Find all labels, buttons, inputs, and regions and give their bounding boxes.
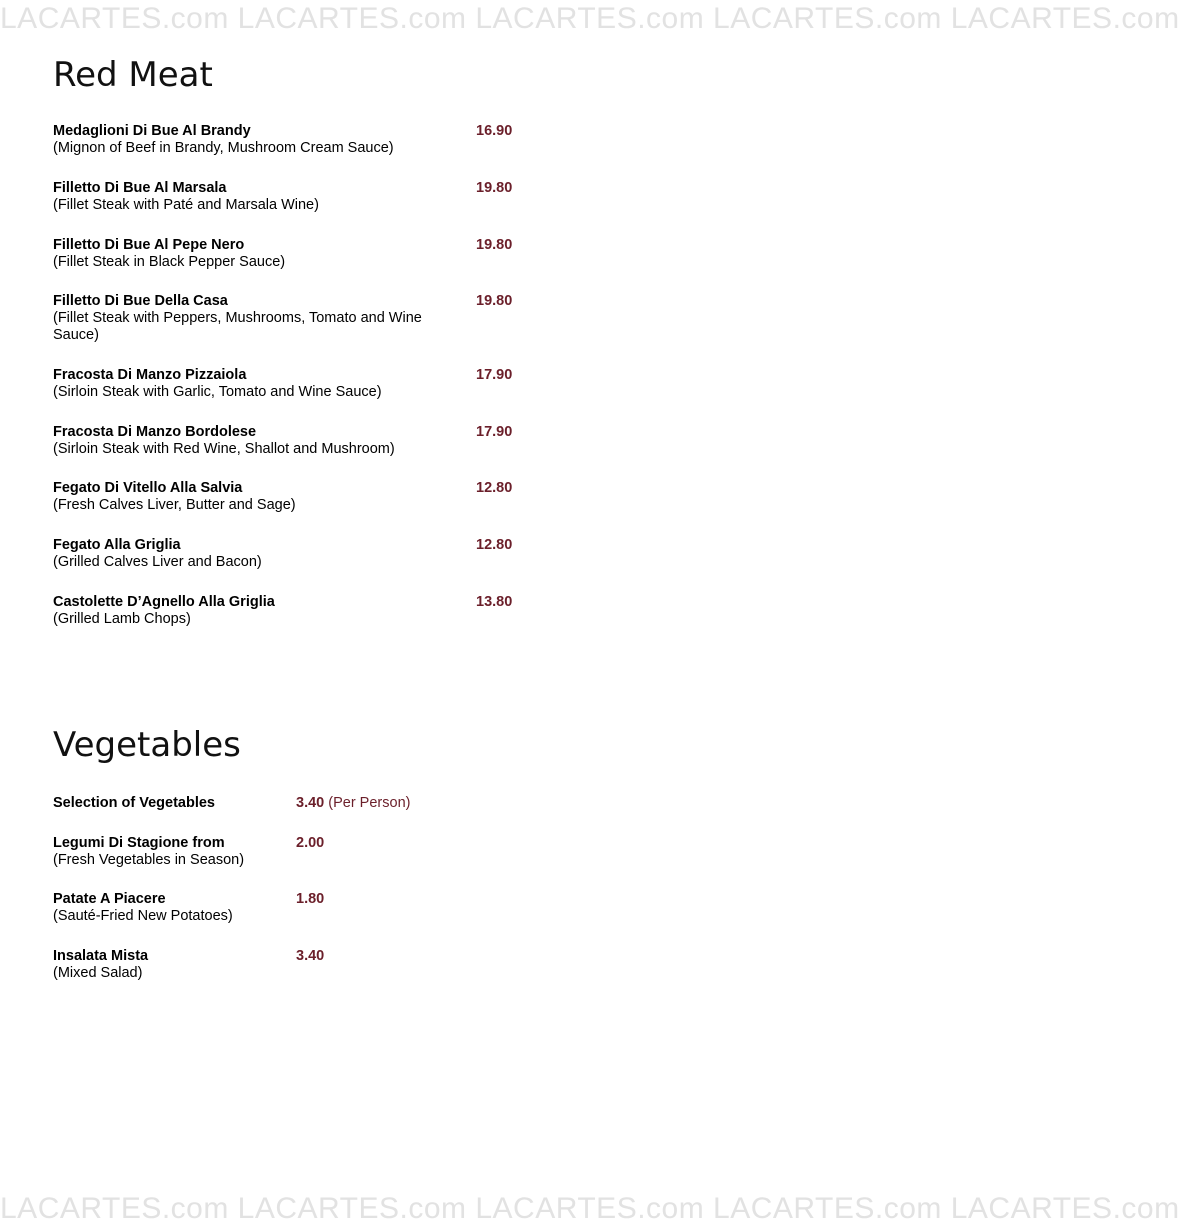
menu-item-description: (Fillet Steak with Peppers, Mushrooms, Tomato and Wine Sauce): [53, 310, 422, 343]
menu-item-description: (Sauté-Fried New Potatoes): [53, 908, 233, 924]
menu-item: [53, 480, 453, 514]
watermark-top: LACARTES.com LACARTES.com LACARTES.com LACARTES.com LACARTES.com: [0, 2, 1180, 35]
menu-item: [53, 537, 453, 571]
menu-item-name: Fracosta Di Manzo Bordolese: [53, 424, 257, 440]
menu-item-price: 13.80: [476, 594, 513, 610]
menu-item: [53, 948, 288, 982]
menu-item-name: Filletto Di Bue Al Marsala: [53, 180, 227, 196]
watermark-bottom: LACARTES.com LACARTES.com LACARTES.com LACARTES.com LACARTES.com: [0, 1192, 1180, 1225]
menu-item-price: 17.90: [476, 424, 513, 440]
menu-item-price-value: 3.40: [296, 795, 325, 811]
menu-item-description: (Mixed Salad): [53, 965, 143, 981]
menu-item: [53, 795, 288, 812]
menu-item-description: (Fillet Steak in Black Pepper Sauce): [53, 254, 286, 270]
menu-item: [53, 367, 453, 401]
menu-item-name: Insalata Mista: [53, 948, 149, 964]
menu-item: [53, 424, 453, 458]
menu-item-price: 12.80: [476, 480, 513, 496]
menu-item-price: 19.80: [476, 293, 513, 309]
menu-item: [53, 180, 453, 214]
menu-item-price: [296, 795, 410, 812]
menu-item-name: Filletto Di Bue Della Casa: [53, 293, 228, 309]
menu-item-price: 19.80: [476, 180, 513, 196]
menu-item-price: 16.90: [476, 123, 513, 139]
menu-item-name: Castolette D’Agnello Alla Griglia: [53, 594, 275, 610]
menu-item-description: (Grilled Calves Liver and Bacon): [53, 554, 262, 570]
menu-item: [53, 237, 453, 271]
menu-item-name: Filletto Di Bue Al Pepe Nero: [53, 237, 245, 253]
menu-item-name: Medaglioni Di Bue Al Brandy: [53, 123, 251, 139]
menu-item: [53, 594, 453, 628]
menu-item-price: 19.80: [476, 237, 513, 253]
menu-item-name: Legumi Di Stagione from: [53, 835, 225, 851]
menu-item-price: 3.40: [296, 948, 325, 964]
menu-item-name: Fegato Di Vitello Alla Salvia: [53, 480, 243, 496]
menu-item: [53, 293, 453, 344]
menu-item-description: (Grilled Lamb Chops): [53, 611, 191, 627]
menu-item: [53, 123, 453, 157]
menu-item-description: (Sirloin Steak with Red Wine, Shallot and Mushroom): [53, 441, 395, 457]
menu-item-name: Fegato Alla Griglia: [53, 537, 181, 553]
menu-item-name: Selection of Vegetables: [53, 795, 215, 811]
menu-item-description: (Sirloin Steak with Garlic, Tomato and Wine Sauce): [53, 384, 382, 400]
menu-item-description: (Fresh Calves Liver, Butter and Sage): [53, 497, 296, 513]
section-title-red-meat: Red Meat: [53, 55, 213, 95]
menu-item-name: Patate A Piacere: [53, 891, 166, 907]
menu-item-description: (Fresh Vegetables in Season): [53, 852, 245, 868]
menu-item-price: 2.00: [296, 835, 325, 851]
menu-item-name: Fracosta Di Manzo Pizzaiola: [53, 367, 247, 383]
menu-item-description: (Fillet Steak with Paté and Marsala Wine): [53, 197, 319, 213]
section-title-vegetables: Vegetables: [53, 725, 241, 765]
menu-item: [53, 835, 288, 869]
menu-item-price: 1.80: [296, 891, 325, 907]
menu-item: [53, 891, 288, 925]
menu-item-description: (Mignon of Beef in Brandy, Mushroom Cream Sauce): [53, 140, 394, 156]
menu-item-price: 12.80: [476, 537, 513, 553]
menu-item-price-note: (Per Person): [328, 795, 411, 811]
menu-item-price: 17.90: [476, 367, 513, 383]
